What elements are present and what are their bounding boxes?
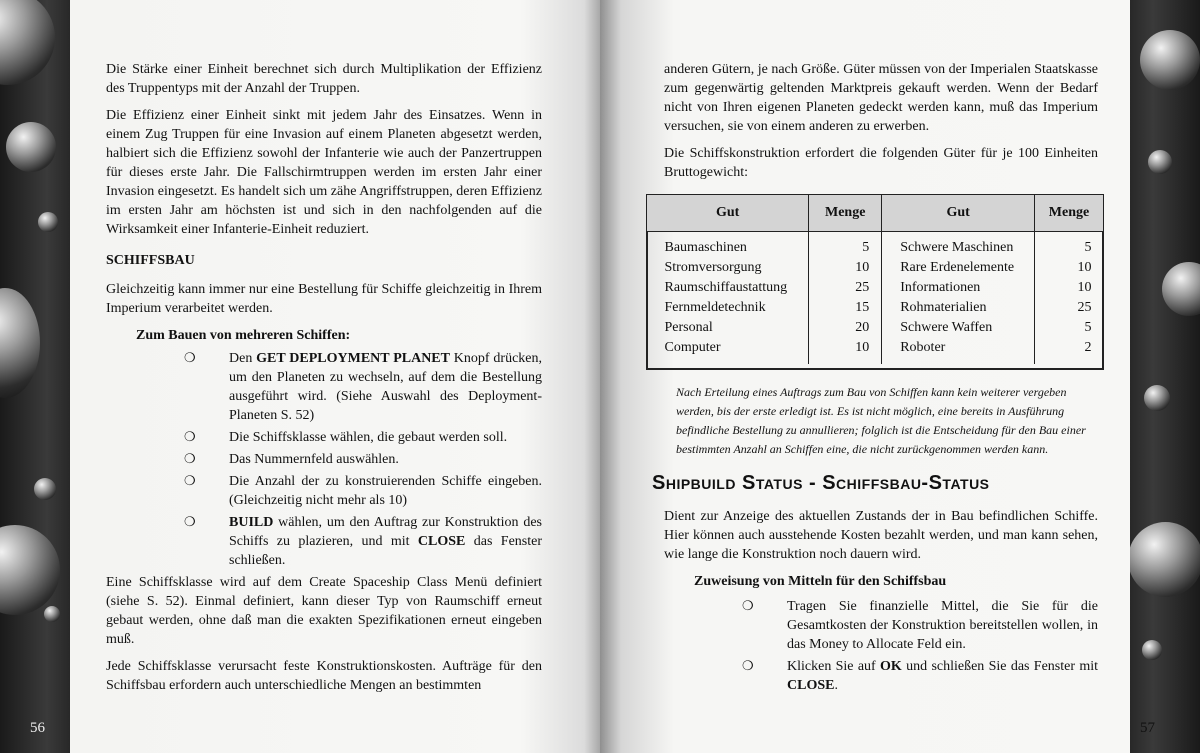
- circle-bullet-icon: ❍: [184, 452, 196, 467]
- table-row: [647, 278, 1104, 298]
- list-item-text: Das Nummernfeld auswählen.: [229, 452, 399, 467]
- paragraph: Die Stärke einer Einheit berechnet sich durch Multiplikation der Effizienz des Truppentyps mit der Anzahl der Truppen.: [106, 62, 542, 96]
- sphere-decoration: [1144, 385, 1170, 411]
- sphere-decoration: [0, 525, 60, 615]
- paragraph: anderen Gütern, je nach Größe. Güter müssen von der Imperialen Staatskasse zum gegenwärtig geltenden Marktpreis gekauft werden. Wenn der Bedarf nicht von Ihren eigenen Planeten gedeckt werden kann, muß das Imperium versuchen, sie von einem anderen zu erwerben.: [664, 62, 1098, 134]
- table-cell-good: Schwere Waffen: [882, 318, 1035, 338]
- table-cell-amount: 10: [1077, 260, 1092, 275]
- circle-bullet-icon: ❍: [742, 659, 754, 674]
- sphere-decoration: [1148, 150, 1172, 174]
- table-cell-good: Rohmaterialien: [882, 298, 1035, 318]
- sphere-decoration: [0, 288, 40, 398]
- list-item: [184, 472, 542, 510]
- left-page-content: [106, 60, 542, 703]
- table-cell-good: Computer: [647, 338, 809, 364]
- table-cell-amount: 25: [809, 278, 882, 298]
- section-title: Shipbuild Status - Schiffsbau-Status: [652, 472, 990, 494]
- paragraph: Die Schiffskonstruktion erfordert die folgenden Güter für je 100 Einheiten Bruttogewicht:: [664, 146, 1098, 180]
- table-cell-amount: 25: [1077, 300, 1092, 315]
- table-cell-amount: 10: [809, 338, 882, 364]
- table-header: Gut: [882, 195, 1035, 232]
- table-cell-amount: 2: [1084, 340, 1092, 355]
- table-header: Menge: [809, 195, 882, 232]
- sphere-decoration: [38, 212, 58, 232]
- circle-bullet-icon: ❍: [184, 515, 196, 530]
- list-item: [184, 349, 542, 425]
- section-heading: SCHIFFSBAU: [106, 253, 195, 268]
- table-cell-amount: 5: [1084, 240, 1092, 255]
- table-row: [647, 338, 1104, 364]
- paragraph: Gleichzeitig kann immer nur eine Bestellung für Schiffe gleichzeitig in Ihrem Imperium verarbeitet werden.: [106, 282, 542, 316]
- sphere-decoration: [1162, 262, 1200, 316]
- table-cell-amount: 10: [809, 258, 882, 278]
- paragraph: Jede Schiffsklasse verursacht feste Konstruktionskosten. Aufträge für den Schiffsbau erfordern auch unterschiedliche Mengen an bestimmten: [106, 659, 542, 693]
- table-row: [647, 258, 1104, 278]
- list-item-text: Klicken Sie auf OK und schließen Sie das Fenster mit CLOSE.: [787, 659, 1098, 693]
- circle-bullet-icon: ❍: [184, 351, 196, 366]
- page-number: 56: [30, 720, 45, 736]
- sphere-decoration: [6, 122, 56, 172]
- table-row: [647, 318, 1104, 338]
- table-cell-good: Stromversorgung: [647, 258, 809, 278]
- list-item-text: Den GET DEPLOYMENT PLANET Knopf drücken, um den Planeten zu wechseln, auf dem die Bestellung ausgeführt wird. (Siehe Auswahl des Deployment-Planeten S. 52): [229, 351, 542, 423]
- right-page-content: [664, 60, 1098, 190]
- list-item: [184, 450, 542, 469]
- sphere-decoration: [1140, 30, 1200, 90]
- list-item-text: Tragen Sie finanzielle Mittel, die Sie für die Gesamtkosten der Konstruktion bereitstellen wollen, in das Money to Allocate Feld ein.: [787, 599, 1098, 652]
- list-item: [742, 657, 1098, 695]
- circle-bullet-icon: ❍: [184, 430, 196, 445]
- table-cell-amount: 5: [809, 232, 882, 259]
- left-border: [0, 0, 78, 753]
- table-cell-good: Baumaschinen: [647, 232, 809, 259]
- table-header: Menge: [1035, 195, 1104, 232]
- right-border: [1122, 0, 1200, 753]
- list-item-text: Die Schiffsklasse wählen, die gebaut werden soll.: [229, 430, 508, 445]
- list-item: [184, 428, 542, 447]
- table-cell-good: Roboter: [882, 338, 1035, 364]
- paragraph: Dient zur Anzeige des aktuellen Zustands der in Bau befindlichen Schiffe. Hier können auch ausstehende Kosten bezahlt werden, und man kann sehen, wie lange die Konstruktion noch dauern wird.: [664, 509, 1098, 562]
- table-row: [647, 298, 1104, 318]
- table-cell-amount: 5: [1084, 320, 1092, 335]
- goods-table: [646, 194, 1104, 364]
- right-page-content-lower: [664, 507, 1098, 698]
- bullet-list: [184, 349, 542, 570]
- page-number: 57: [1140, 720, 1155, 736]
- table-cell-good: Rare Erdenelemente: [882, 258, 1035, 278]
- italic-note: Nach Erteilung eines Auftrags zum Bau von Schiffen kann kein weiterer vergeben werden, bis der erste erledigt ist. Es ist nicht möglich, eine bereits in Ausführung befindliche Bestellung zu annullieren; folglich ist die Entscheidung für den Bau einer bestimmten Anzahl an Schiffen eine, die nicht zurückgenommen werden kann.: [676, 385, 1086, 456]
- bullet-list: [742, 597, 1098, 695]
- list-item-text: Die Anzahl der zu konstruierenden Schiffe eingeben. (Gleichzeitig nicht mehr als 10): [229, 474, 542, 508]
- paragraph: Die Effizienz einer Einheit sinkt mit jedem Jahr des Einsatzes. Wenn in einem Zug Truppen für eine Invasion auf einem Planeten abgesetzt werden, halbiert sich die Effizienz sowohl der Infanterie wie auch der Panzertruppen für dieses erste Jahr. Die Fallschirmtruppen werden im ersten Jahr einer Invasion eingesetzt. Es handelt sich um zähe Angriffstruppen, deren Effizienz im ersten Jahr am höchsten ist und sich in den nachfolgenden auf die Wirksamkeit einer Infanterie-Einheit reduziert.: [106, 108, 542, 237]
- table-cell-good: Informationen: [882, 278, 1035, 298]
- table-row: [647, 232, 1104, 259]
- subheading: Zuweisung von Mitteln für den Schiffsbau: [694, 574, 947, 589]
- paragraph: Eine Schiffsklasse wird auf dem Create Spaceship Class Menü definiert (siehe S. 52). Einmal definiert, kann dieser Typ von Raumschiff erneut gebaut werden, ohne daß man die exakten Spezifikationen erneut eingeben muß.: [106, 575, 542, 647]
- sphere-decoration: [0, 0, 55, 85]
- list-item-text: BUILD wählen, um den Auftrag zur Konstruktion des Schiffs zu plazieren, und mit CLOSE das Fenster schließen.: [229, 515, 542, 568]
- table-cell-amount: 20: [809, 318, 882, 338]
- table-cell-amount: 15: [809, 298, 882, 318]
- sphere-decoration: [1128, 522, 1200, 597]
- sphere-decoration: [34, 478, 56, 500]
- sphere-decoration: [44, 606, 60, 622]
- table-header: Gut: [647, 195, 809, 232]
- list-item: [184, 513, 542, 570]
- table-cell-good: Raumschiffaustattung: [647, 278, 809, 298]
- circle-bullet-icon: ❍: [184, 474, 196, 489]
- subheading: Zum Bauen von mehreren Schiffen:: [136, 328, 351, 343]
- table-cell-good: Schwere Maschinen: [882, 232, 1035, 259]
- table-header-row: [647, 195, 1104, 232]
- sphere-decoration: [1142, 640, 1162, 660]
- list-item: [742, 597, 1098, 654]
- table-cell-good: Fernmeldetechnik: [647, 298, 809, 318]
- circle-bullet-icon: ❍: [742, 599, 754, 614]
- table-cell-good: Personal: [647, 318, 809, 338]
- table-cell-amount: 10: [1077, 280, 1092, 295]
